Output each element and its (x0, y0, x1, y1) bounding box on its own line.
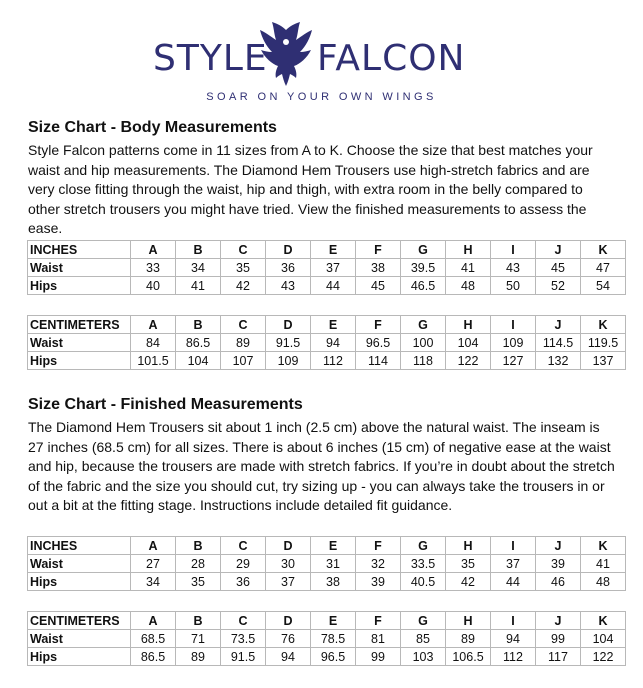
size-label: G (401, 316, 446, 334)
size-label: K (581, 316, 626, 334)
table-cell: 89 (446, 630, 491, 648)
table-cell: 34 (176, 259, 221, 277)
table-cell: 94 (491, 630, 536, 648)
body-centimeters-table (27, 315, 626, 370)
table-cell: 41 (581, 555, 626, 573)
table-cell: 45 (356, 277, 401, 295)
table-cell: 86.5 (131, 648, 176, 666)
table-header-row (28, 316, 626, 334)
table-cell: 38 (311, 573, 356, 591)
table-row (28, 648, 626, 666)
table-row (28, 259, 626, 277)
size-label: B (176, 537, 221, 555)
size-label: I (491, 537, 536, 555)
table-cell: 41 (446, 259, 491, 277)
table-cell: 112 (491, 648, 536, 666)
row-label: Hips (28, 277, 131, 295)
table-cell: 104 (446, 334, 491, 352)
size-label: D (266, 241, 311, 259)
size-label: D (266, 612, 311, 630)
finished-measurements-title: Size Chart - Finished Measurements (28, 396, 303, 413)
table-cell: 106.5 (446, 648, 491, 666)
body-measurements-text: Style Falcon patterns come in 11 sizes from A to K. Choose the size that best matches your waist and hip measurements. The Diamond Hem Trousers use high-stretch fabrics and are very close fitting through the waist, hip and thigh, with extra room in the belly compared to other stretch trousers you might have tried. View the finished measurements to assess the ease. (28, 142, 593, 237)
size-label: F (356, 241, 401, 259)
table-cell: 41 (176, 277, 221, 295)
table-cell: 32 (356, 555, 401, 573)
brand-name-left: STYLE (153, 38, 268, 79)
table-cell: 107 (221, 352, 266, 370)
size-label: K (581, 241, 626, 259)
size-label: F (356, 537, 401, 555)
table-cell: 35 (446, 555, 491, 573)
table-row (28, 334, 626, 352)
table-cell: 96.5 (356, 334, 401, 352)
table-cell: 118 (401, 352, 446, 370)
row-label: Waist (28, 630, 131, 648)
table-cell: 122 (446, 352, 491, 370)
table-cell: 38 (356, 259, 401, 277)
table-cell: 46.5 (401, 277, 446, 295)
table-cell: 117 (536, 648, 581, 666)
table-cell: 42 (446, 573, 491, 591)
size-label: A (131, 537, 176, 555)
table-cell: 36 (266, 259, 311, 277)
size-label: E (311, 537, 356, 555)
unit-label: INCHES (28, 241, 131, 259)
table-cell: 44 (311, 277, 356, 295)
table-cell: 119.5 (581, 334, 626, 352)
table-cell: 127 (491, 352, 536, 370)
table-cell: 86.5 (176, 334, 221, 352)
size-label: C (221, 537, 266, 555)
table-cell: 43 (266, 277, 311, 295)
size-label: H (446, 241, 491, 259)
table-cell: 104 (176, 352, 221, 370)
table-cell: 85 (401, 630, 446, 648)
row-label: Waist (28, 555, 131, 573)
table-cell: 29 (221, 555, 266, 573)
table-cell: 52 (536, 277, 581, 295)
finished-inches-table (27, 536, 626, 591)
unit-label: CENTIMETERS (28, 316, 131, 334)
unit-label: INCHES (28, 537, 131, 555)
table-cell: 100 (401, 334, 446, 352)
table-header-row (28, 241, 626, 259)
table-cell: 91.5 (266, 334, 311, 352)
table-cell: 99 (536, 630, 581, 648)
table-cell: 109 (491, 334, 536, 352)
table-cell: 76 (266, 630, 311, 648)
table-cell: 36 (221, 573, 266, 591)
brand-header (0, 0, 643, 110)
table-cell: 104 (581, 630, 626, 648)
table-cell: 39 (536, 555, 581, 573)
table-cell: 30 (266, 555, 311, 573)
table-cell: 37 (311, 259, 356, 277)
size-label: A (131, 241, 176, 259)
size-label: J (536, 241, 581, 259)
size-label: C (221, 241, 266, 259)
table-cell: 40.5 (401, 573, 446, 591)
table-cell: 137 (581, 352, 626, 370)
table-cell: 48 (581, 573, 626, 591)
table-cell: 109 (266, 352, 311, 370)
size-label: B (176, 612, 221, 630)
size-label: C (221, 612, 266, 630)
table-cell: 91.5 (221, 648, 266, 666)
table-cell: 112 (311, 352, 356, 370)
row-label: Waist (28, 334, 131, 352)
body-inches-table (27, 240, 626, 295)
table-row (28, 352, 626, 370)
size-label: D (266, 537, 311, 555)
size-label: F (356, 612, 401, 630)
size-label: A (131, 612, 176, 630)
size-label: I (491, 612, 536, 630)
table-cell: 39 (356, 573, 401, 591)
row-label: Hips (28, 352, 131, 370)
table-cell: 84 (131, 334, 176, 352)
table-cell: 94 (266, 648, 311, 666)
table-header-row (28, 612, 626, 630)
table-cell: 34 (131, 573, 176, 591)
table-cell: 44 (491, 573, 536, 591)
table-cell: 50 (491, 277, 536, 295)
table-header-row (28, 537, 626, 555)
table-row (28, 573, 626, 591)
size-label: G (401, 241, 446, 259)
table-cell: 35 (221, 259, 266, 277)
brand-tagline: SOAR ON YOUR OWN WINGS (206, 91, 437, 103)
size-label: J (536, 316, 581, 334)
falcon-icon (258, 22, 314, 86)
table-row (28, 555, 626, 573)
size-label: G (401, 537, 446, 555)
size-label: I (491, 241, 536, 259)
table-cell: 89 (176, 648, 221, 666)
table-cell: 114 (356, 352, 401, 370)
table-row (28, 277, 626, 295)
table-cell: 37 (491, 555, 536, 573)
table-row (28, 630, 626, 648)
row-label: Hips (28, 573, 131, 591)
size-label: H (446, 537, 491, 555)
table-cell: 33 (131, 259, 176, 277)
table-cell: 132 (536, 352, 581, 370)
unit-label: CENTIMETERS (28, 612, 131, 630)
size-label: E (311, 241, 356, 259)
size-label: E (311, 316, 356, 334)
table-cell: 40 (131, 277, 176, 295)
table-cell: 45 (536, 259, 581, 277)
size-label: K (581, 537, 626, 555)
size-label: H (446, 316, 491, 334)
table-cell: 94 (311, 334, 356, 352)
table-cell: 71 (176, 630, 221, 648)
size-label: E (311, 612, 356, 630)
size-label: D (266, 316, 311, 334)
table-cell: 96.5 (311, 648, 356, 666)
body-measurements-title: Size Chart - Body Measurements (28, 119, 277, 136)
row-label: Waist (28, 259, 131, 277)
size-label: A (131, 316, 176, 334)
table-cell: 46 (536, 573, 581, 591)
table-cell: 27 (131, 555, 176, 573)
size-label: K (581, 612, 626, 630)
size-label: J (536, 537, 581, 555)
table-cell: 68.5 (131, 630, 176, 648)
table-cell: 81 (356, 630, 401, 648)
size-label: G (401, 612, 446, 630)
size-label: I (491, 316, 536, 334)
table-cell: 28 (176, 555, 221, 573)
table-cell: 37 (266, 573, 311, 591)
size-label: F (356, 316, 401, 334)
table-cell: 122 (581, 648, 626, 666)
table-cell: 33.5 (401, 555, 446, 573)
size-label: B (176, 241, 221, 259)
table-cell: 73.5 (221, 630, 266, 648)
table-cell: 103 (401, 648, 446, 666)
table-cell: 99 (356, 648, 401, 666)
table-cell: 43 (491, 259, 536, 277)
table-cell: 42 (221, 277, 266, 295)
table-cell: 48 (446, 277, 491, 295)
brand-name-right: FALCON (317, 38, 466, 79)
size-label: H (446, 612, 491, 630)
table-cell: 54 (581, 277, 626, 295)
table-cell: 114.5 (536, 334, 581, 352)
size-label: B (176, 316, 221, 334)
finished-measurements-text: The Diamond Hem Trousers sit about 1 inch (2.5 cm) above the natural waist. The inseam is 27 inches (68.5 cm) for all sizes. There is about 6 inches (15 cm) of negative ease at the waist and hip, because the trousers are made with stretch fabrics. If you’re in doubt about the stretch of the fabric and the size you should cut, try sizing up - you can always take the trousers in or out a bit at the fitting stage. Instructions include detailed fit guidance. (28, 419, 615, 514)
table-cell: 35 (176, 573, 221, 591)
table-cell: 39.5 (401, 259, 446, 277)
row-label: Hips (28, 648, 131, 666)
size-label: J (536, 612, 581, 630)
table-cell: 47 (581, 259, 626, 277)
finished-centimeters-table (27, 611, 626, 666)
size-label: C (221, 316, 266, 334)
table-cell: 101.5 (131, 352, 176, 370)
table-cell: 31 (311, 555, 356, 573)
table-cell: 78.5 (311, 630, 356, 648)
table-cell: 89 (221, 334, 266, 352)
